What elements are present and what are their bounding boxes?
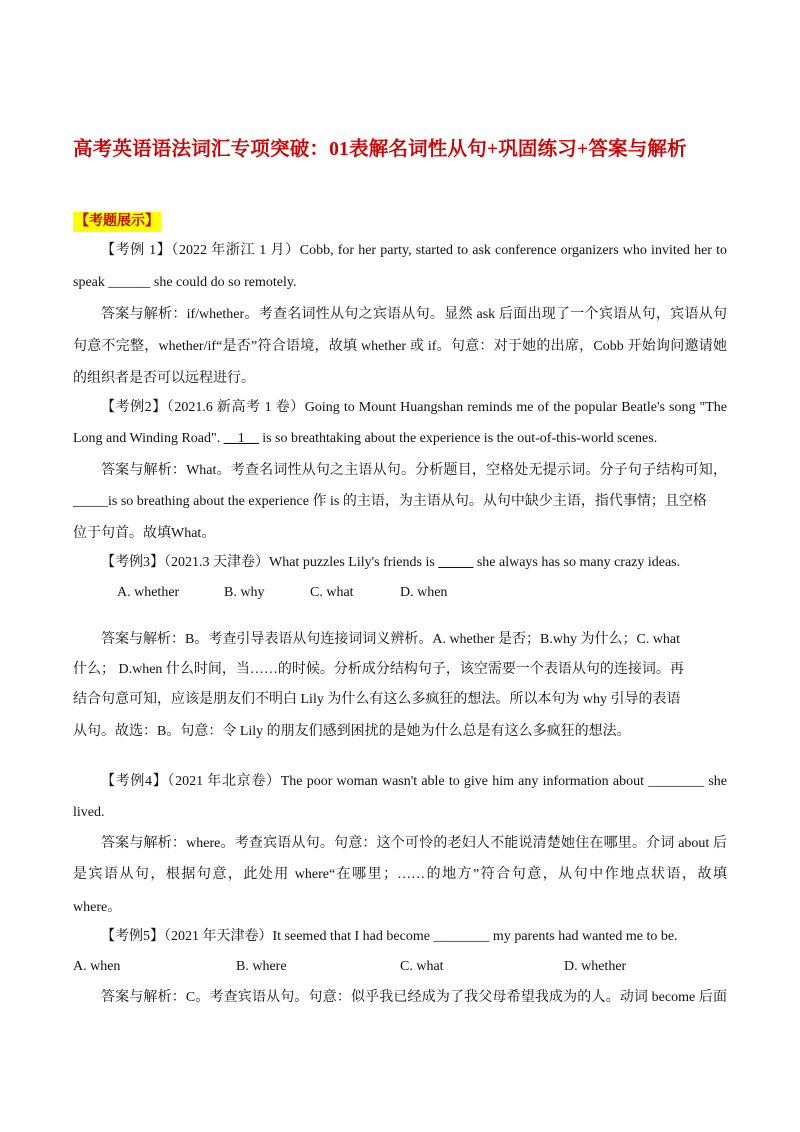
- example-3-blank: _____: [438, 555, 474, 570]
- example-2-line-1: 【考例2】（2021.6 新高考 1 卷）Going to Mount Huangshan reminds me of the popular Beatle's song "The: [101, 400, 727, 415]
- answer-4-line-3: where。: [73, 900, 122, 915]
- example-2-line-2: [73, 429, 727, 449]
- answer-1-line-1: 答案与解析：if/whether。考查名词性从句之宾语从句。显然 ask 后面出现了一个宾语从句，宾语从句: [101, 307, 727, 322]
- answer-3-line-3: 结合句意可知，应该是朋友们不明白 Lily 为什么有这么多疯狂的想法。所以本句为 why 引导的表语: [73, 692, 681, 707]
- example-2-text-a: Long and Winding Road".: [73, 431, 224, 446]
- section-tag: 【考题展示】: [73, 212, 161, 232]
- answer-1-line-3: 的组织者是否可以远程进行。: [73, 371, 255, 386]
- option-d: D. whether: [564, 959, 627, 974]
- answer-4-line-1: 答案与解析：where。考查宾语从句。句意：这个可怜的老妇人不能说清楚她住在哪里。介词 about 后: [101, 836, 727, 851]
- example-3-line-1: [101, 553, 727, 573]
- answer-2-line-1: 答案与解析：What。考查名词性从句之主语从句。分析题目，空格处无提示词。分子句子结构可知，: [101, 463, 727, 478]
- option-a: A. when: [73, 959, 121, 974]
- example-2-text-b: is so breathtaking about the experience is the out-of-this-world scenes.: [258, 431, 658, 446]
- option-a: A. whether: [117, 585, 180, 600]
- answer-5-line-1: 答案与解析：C。考查宾语从句。句意：似乎我已经成为了我父母希望我成为的人。动词 become 后面: [101, 990, 727, 1005]
- answer-3-line-1: 答案与解析：B。考查引导表语从句连接词词义辨析。A. whether 是否；B.why 为什么；C. what: [101, 632, 681, 647]
- option-b: B. why: [224, 585, 265, 600]
- example-3-text-a: 【考例3】（2021.3 天津卷）What puzzles Lily's friends is: [101, 555, 439, 570]
- answer-2-line-2: _____is so breathing about the experience 作 is 的主语，为主语从句。从句中缺少主语，指代事情；且空格: [73, 494, 707, 509]
- option-c: C. what: [400, 959, 444, 974]
- page-title: 高考英语语法词汇专项突破：01表解名词性从句+巩固练习+答案与解析: [73, 139, 687, 160]
- example-3-text-b: she always has so many crazy ideas.: [473, 555, 681, 570]
- example-3-options: [0, 583, 800, 603]
- answer-4-line-2: 是宾语从句，根据句意，此处用 where“在哪里；……的地方”符合句意，从句中作地点状语，故填: [73, 867, 727, 882]
- example-4-line-2: lived.: [73, 805, 105, 820]
- example-4-line-1: 【考例4】（2021 年北京卷）The poor woman wasn't able to give him any information about ________ she: [101, 774, 727, 789]
- example-1-line-1: 【考例 1】（2022 年浙江 1 月）Cobb, for her party, started to ask conference organizers who invited her to: [101, 243, 727, 258]
- answer-2-line-3: 位于句首。故填What。: [73, 526, 216, 541]
- example-5-options: [0, 957, 800, 977]
- example-2-blank: __1__: [223, 431, 259, 446]
- example-1-line-2: speak ______ she could do so remotely.: [73, 275, 297, 290]
- option-b: B. where: [236, 959, 287, 974]
- answer-3-line-2: 什么； D.when 什么时间，当……的时候。分析成分结构句子，该空需要一个表语从句的连接词。再: [73, 662, 684, 677]
- example-5-line-1: 【考例5】（2021 年天津卷）It seemed that I had become ________ my parents had wanted me to be.: [101, 929, 678, 944]
- answer-1-line-2: 句意不完整，whether/if“是否”符合语境，故填 whether 或 if。句意：对于她的出席，Cobb 开始询问邀请她: [73, 339, 727, 354]
- option-d: D. when: [400, 585, 448, 600]
- answer-3-line-4: 从句。故选：B。句意：令 Lily 的朋友们感到困扰的是她为什么总是有这么多疯狂的想法。: [73, 724, 631, 739]
- option-c: C. what: [310, 585, 354, 600]
